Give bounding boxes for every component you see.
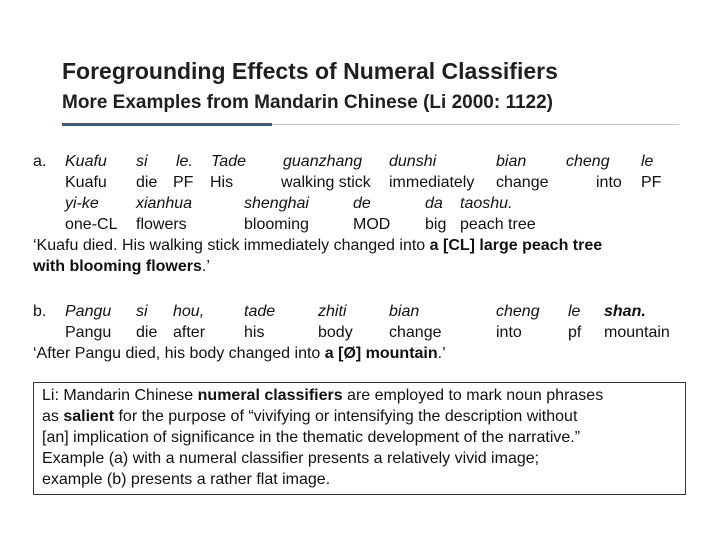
commentary-line: as salient for the purpose of “vivifying or intensifying the description without bbox=[42, 408, 578, 425]
commentary-line: Li: Mandarin Chinese numeral classifiers are employed to mark noun phrases bbox=[42, 387, 604, 404]
commentary-line: Example (a) with a numeral classifier presents a relatively vivid image; bbox=[42, 450, 540, 467]
example-a-marker: a. bbox=[33, 153, 47, 170]
gloss-word: si bbox=[136, 153, 148, 170]
title-divider-accent bbox=[62, 123, 272, 126]
gloss-translation-word: pf bbox=[568, 324, 582, 341]
gloss-translation-word: blooming bbox=[244, 216, 309, 233]
gloss-translation-word: change bbox=[496, 174, 549, 191]
slide-title: Foregrounding Effects of Numeral Classifiers bbox=[62, 58, 558, 84]
gloss-word: tade bbox=[244, 303, 276, 320]
gloss-word: hou, bbox=[173, 303, 205, 320]
gloss-translation-word: flowers bbox=[136, 216, 187, 233]
gloss-word: Kuafu bbox=[65, 153, 107, 170]
gloss-word: bian bbox=[389, 303, 420, 320]
gloss-translation-word: after bbox=[173, 324, 206, 341]
gloss-word: Tade bbox=[211, 153, 246, 170]
gloss-translation-word: PF bbox=[173, 174, 194, 191]
gloss-word: cheng bbox=[566, 153, 610, 170]
gloss-word: da bbox=[425, 195, 443, 212]
gloss-translation-word: Kuafu bbox=[65, 174, 107, 191]
gloss-word: yi-ke bbox=[65, 195, 99, 212]
gloss-translation-word: immediately bbox=[389, 174, 475, 191]
gloss-word: Pangu bbox=[65, 303, 112, 320]
gloss-translation-word: die bbox=[136, 174, 158, 191]
gloss-word: le. bbox=[176, 153, 193, 170]
gloss-translation-word: mountain bbox=[604, 324, 670, 341]
commentary-line: [an] implication of significance in the thematic development of the narrative.” bbox=[42, 429, 581, 446]
gloss-translation-word: His bbox=[210, 174, 234, 191]
gloss-translation-word: one-CL bbox=[65, 216, 118, 233]
gloss-translation-word: into bbox=[496, 324, 522, 341]
example-a-free-translation-line-1: ‘Kuafu died. His walking stick immediately changed into a [CL] large peach tree bbox=[33, 237, 603, 254]
gloss-word: dunshi bbox=[389, 153, 437, 170]
gloss-word: le bbox=[641, 153, 654, 170]
gloss-word: bian bbox=[496, 153, 527, 170]
slide-subtitle: More Examples from Mandarin Chinese (Li 2000: 1122) bbox=[62, 92, 554, 113]
gloss-word: le bbox=[568, 303, 581, 320]
gloss-word: guanzhang bbox=[283, 153, 363, 170]
gloss-translation-word: into bbox=[596, 174, 622, 191]
gloss-translation-word: PF bbox=[641, 174, 662, 191]
example-b-marker: b. bbox=[33, 303, 47, 320]
commentary-line: example (b) presents a rather flat image. bbox=[42, 471, 331, 488]
example-b-free-translation: ‘After Pangu died, his body changed into a [Ø] mountain.’ bbox=[33, 345, 446, 362]
gloss-word: si bbox=[136, 303, 148, 320]
gloss-translation-word: Pangu bbox=[65, 324, 112, 341]
gloss-translation-word: walking stick bbox=[281, 174, 371, 191]
gloss-word: shan. bbox=[604, 303, 646, 320]
gloss-word: xianhua bbox=[136, 195, 193, 212]
gloss-translation-word: body bbox=[318, 324, 353, 341]
gloss-translation-word: his bbox=[244, 324, 265, 341]
gloss-word: zhiti bbox=[318, 303, 347, 320]
gloss-word: taoshu. bbox=[460, 195, 513, 212]
gloss-translation-word: change bbox=[389, 324, 442, 341]
gloss-translation-word: big bbox=[425, 216, 447, 233]
gloss-translation-word: MOD bbox=[353, 216, 391, 233]
example-a-free-translation-line-2: with blooming flowers.’ bbox=[33, 258, 210, 275]
gloss-translation-word: peach tree bbox=[460, 216, 536, 233]
gloss-translation-word: die bbox=[136, 324, 158, 341]
gloss-word: shenghai bbox=[244, 195, 309, 212]
gloss-word: cheng bbox=[496, 303, 540, 320]
gloss-word: de bbox=[353, 195, 371, 212]
